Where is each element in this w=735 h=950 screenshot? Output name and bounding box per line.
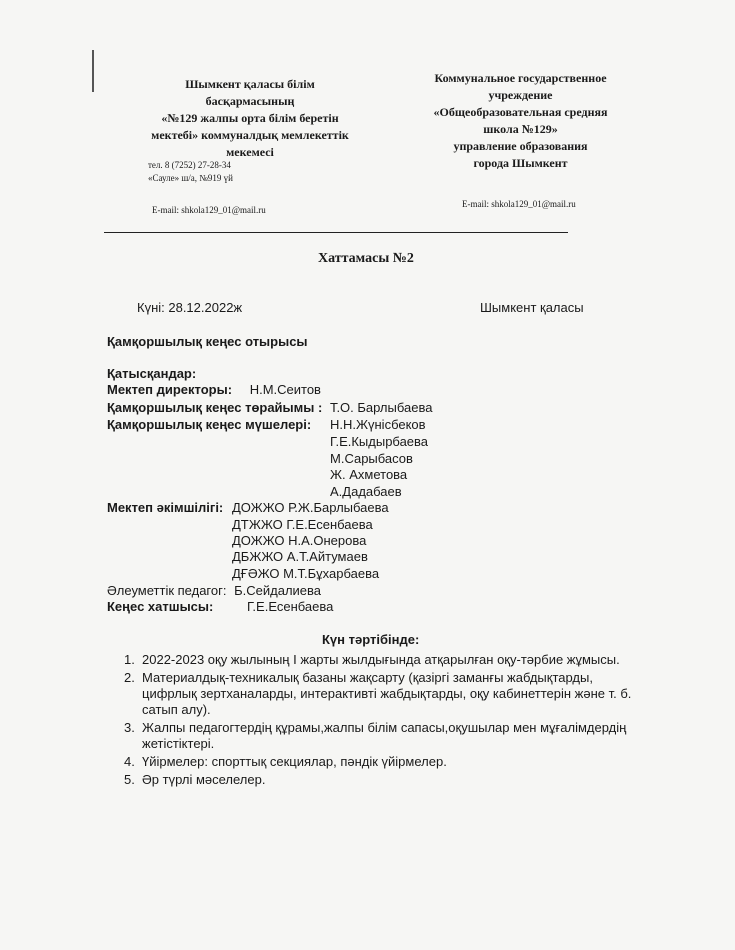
social-pedagogue-name: Б.Сейдалиева [234,583,322,598]
member-name: Г.Е.Кыдырбаева [330,434,429,449]
header-right-line: управление образования [453,139,588,153]
agenda-list [120,652,640,790]
header-right-line: школа №129» [483,122,558,136]
header-right-org [418,70,623,172]
admin-name: ДБЖЖО А.Т.Айтумаев [232,549,368,564]
admin-name: ДОЖЖО Н.А.Онерова [232,533,367,548]
header-left-line: «№129 жалпы орта білім беретін [161,111,339,125]
header-right-line: города Шымкент [473,156,568,170]
director-name: Н.М.Сеитов [249,382,321,397]
admin-name: ДТЖЖО Г.Е.Есенбаева [232,517,373,532]
agenda-item: 2. Материалдық-техникалық базаны жақсарту (қазіргі заманғы жабдықтарды, цифрлық зертханаларды, интерактивті жабдықтарды, оқу кабинеттерін және т. б. сатып алу). [124,670,632,717]
header-left-email: E-mail: shkola129_01@mail.ru [152,205,266,215]
member-name: Н.Н.Жүнісбеков [330,417,426,432]
header-phone: тел. 8 (7252) 27-28-34 [148,160,231,170]
chair-label: Қамқоршылық кеңес төрайымы : [107,400,323,415]
header-left-org [120,76,380,161]
header-right-line: «Общеобразовательная средняя [433,105,608,119]
director-label: Мектеп директоры: [107,382,233,397]
member-name: А.Дадабаев [330,484,402,499]
chair-name: Т.О. Барлыбаева [329,400,433,415]
header-right-email: E-mail: shkola129_01@mail.ru [462,199,576,209]
header-right-line: Коммунальное государственное [434,71,607,85]
participants-heading: Қатысқандар: [107,366,197,381]
members-label: Қамқоршылық кеңес мүшелері: [107,417,312,432]
chair-row [107,400,432,415]
member-name: М.Сарыбасов [330,451,413,466]
header-left-line: басқармасының [205,94,295,108]
document-title: Хаттамасы №2 [318,251,414,266]
secretary-row [107,599,333,614]
agenda-item: 5. Әр түрлі мәселелер. [124,772,266,787]
header-left-line: мектебі» коммуналдық мемлекеттік [151,128,349,142]
agenda-item: 1. 2022-2023 оқу жылының І жарты жылдығында атқарылған оқу-тәрбие жұмысы. [124,652,620,667]
header-address: «Сауле» ш/а, №919 үй [148,173,233,183]
secretary-name: Г.Е.Есенбаева [246,599,334,614]
document-city: Шымкент қаласы [480,300,584,315]
header-left-line: мекемесі [226,145,274,159]
agenda-item: 4. Үйірмелер: спорттық секциялар, пәндік үйірмелер. [124,754,447,769]
header-right-line: учреждение [488,88,553,102]
binding-mark [92,50,94,92]
document-date: Күні: 28.12.2022ж [137,300,243,315]
social-pedagogue-label: Әлеуметтік педагог: [107,583,227,598]
meeting-heading: Қамқоршылық кеңес отырысы [107,334,308,349]
member-name: Ж. Ахметова [330,467,408,482]
header-left-line: Шымкент қаласы білім [185,77,315,91]
director-row [107,382,321,397]
agenda-item: 3. Жалпы педагогтердің құрамы,жалпы білім сапасы,оқушылар мен мұғалімдердің жетістіктері. [124,720,627,751]
agenda-title: Күн тәртібінде: [322,632,420,647]
admin-label: Мектеп әкімшілігі: [107,500,224,515]
admin-name: ДОЖЖО Р.Ж.Барлыбаева [232,500,389,515]
secretary-label: Кеңес хатшысы: [107,599,214,614]
admin-name: ДҒӘЖО М.Т.Бұхарбаева [232,566,380,581]
header-divider [104,232,568,233]
social-pedagogue-row [107,583,321,598]
